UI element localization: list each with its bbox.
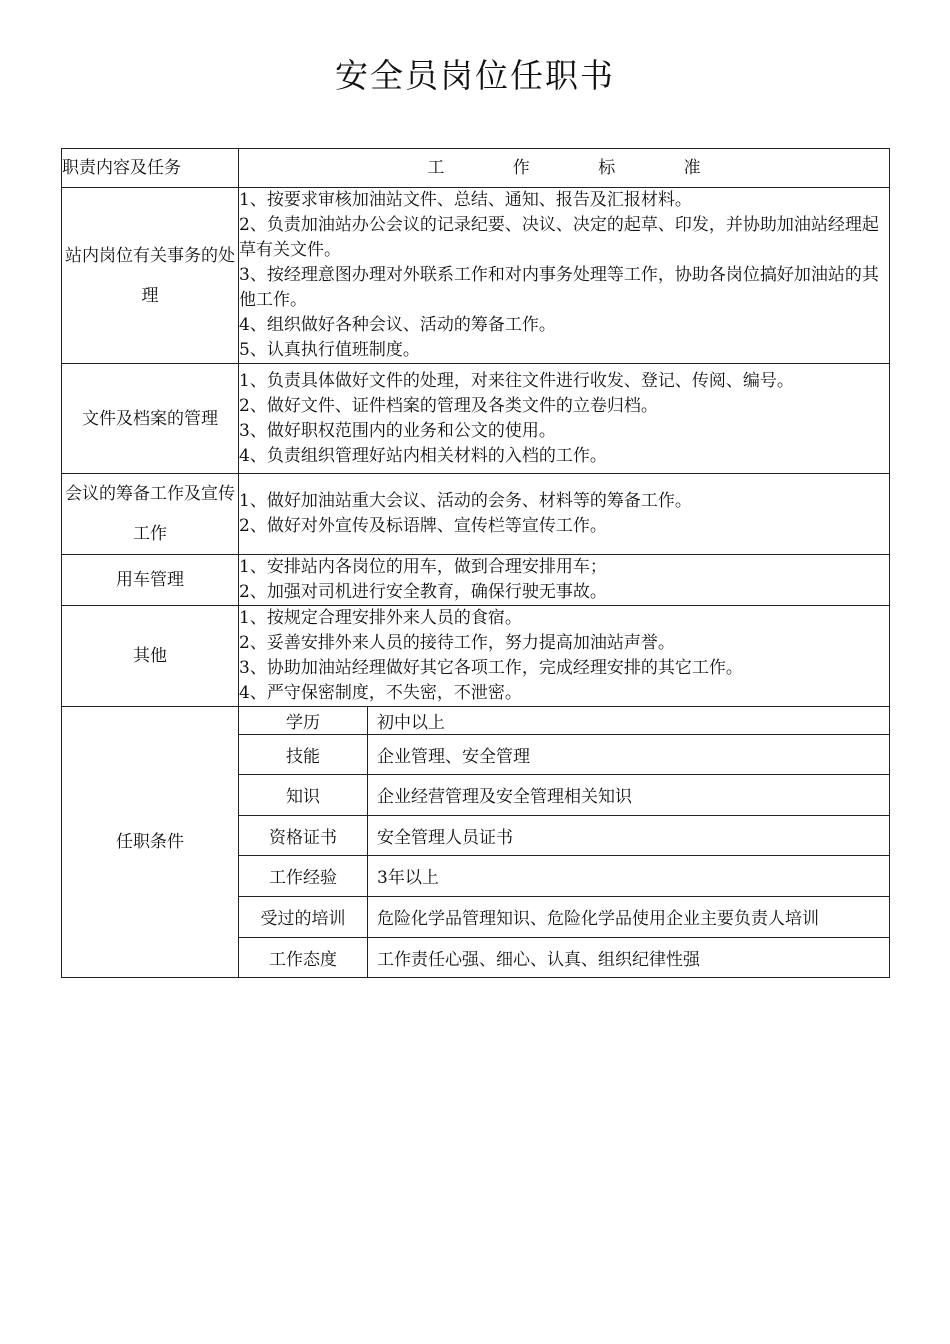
header-duty-label: 职责内容及任务 <box>62 149 239 188</box>
duty-row-meetings <box>62 474 890 555</box>
header-char: 作 <box>512 158 530 178</box>
duty-items <box>239 188 890 364</box>
duty-row-affairs <box>62 188 890 364</box>
requirement-row <box>239 896 889 937</box>
header-char: 准 <box>683 158 701 178</box>
duty-items <box>239 606 890 707</box>
duty-item: 2、做好对外宣传及标语牌、宣传栏等宣传工作。 <box>239 516 607 536</box>
requirement-value: 企业经营管理及安全管理相关知识 <box>368 774 890 815</box>
requirement-label: 资格证书 <box>239 815 368 855</box>
duty-row-documents <box>62 364 890 474</box>
duty-category: 会议的筹备工作及宣传工作 <box>62 474 239 555</box>
duty-item: 2、妥善安排外来人员的接待工作，努力提高加油站声誉。 <box>239 633 675 653</box>
requirement-value: 安全管理人员证书 <box>368 815 890 855</box>
requirement-value: 3年以上 <box>368 855 890 896</box>
requirement-row <box>239 774 889 815</box>
duty-item: 4、组织做好各种会议、活动的筹备工作。 <box>239 315 556 335</box>
duty-items <box>239 474 890 555</box>
header-char: 标 <box>598 158 616 178</box>
requirements-row <box>62 707 890 978</box>
duty-item: 2、加强对司机进行安全教育，确保行驶无事故。 <box>239 582 607 602</box>
requirements-table <box>239 707 889 977</box>
header-char: 工 <box>427 158 445 178</box>
duty-items <box>239 555 890 606</box>
duty-category: 用车管理 <box>62 555 239 606</box>
requirement-label: 知识 <box>239 774 368 815</box>
requirement-label: 工作态度 <box>239 937 368 977</box>
table-header-row <box>62 149 890 188</box>
header-standard-label <box>239 149 890 188</box>
requirement-label: 工作经验 <box>239 855 368 896</box>
duty-item: 1、按要求审核加油站文件、总结、通知、报告及汇报材料。 <box>239 190 692 210</box>
requirement-label: 技能 <box>239 734 368 774</box>
duty-item: 2、做好文件、证件档案的管理及各类文件的立卷归档。 <box>239 395 658 416</box>
requirements-category: 任职条件 <box>62 707 239 978</box>
duty-items <box>239 364 890 474</box>
duty-item: 1、做好加油站重大会议、活动的会务、材料等的筹备工作。 <box>239 491 692 511</box>
duty-category: 文件及档案的管理 <box>62 364 239 474</box>
duty-item: 3、协助加油站经理做好其它各项工作，完成经理安排的其它工作。 <box>239 658 743 678</box>
duty-item: 1、按规定合理安排外来人员的食宿。 <box>239 608 522 628</box>
duty-item: 1、负责具体做好文件的处理，对来往文件进行收发、登记、传阅、编号。 <box>239 370 794 391</box>
duty-item: 1、安排站内各岗位的用车，做到合理安排用车； <box>239 557 607 577</box>
duty-item: 3、按经理意图办理对外联系工作和对内事务处理等工作，协助各岗位搞好加油站的其他工作。 <box>239 265 879 310</box>
duty-item: 2、负责加油站办公会议的记录纪要、决议、决定的起草、印发，并协助加油站经理起草有关文件。 <box>239 215 879 260</box>
requirement-value: 初中以上 <box>368 707 890 734</box>
requirement-label: 学历 <box>239 707 368 734</box>
requirement-value: 企业管理、安全管理 <box>368 734 890 774</box>
requirement-value: 危险化学品管理知识、危险化学品使用企业主要负责人培训 <box>368 896 890 937</box>
page-title: 安全员岗位任职书 <box>335 56 615 95</box>
duty-row-vehicles <box>62 555 890 606</box>
requirements-cell <box>239 707 890 978</box>
requirement-label: 受过的培训 <box>239 896 368 937</box>
duty-category: 站内岗位有关事务的处理 <box>62 188 239 364</box>
duty-category: 其他 <box>62 606 239 707</box>
requirement-row <box>239 707 889 734</box>
duty-item: 3、做好职权范围内的业务和公文的使用。 <box>239 420 556 441</box>
requirement-row <box>239 815 889 855</box>
requirement-row <box>239 855 889 896</box>
duty-item: 4、严守保密制度，不失密，不泄密。 <box>239 683 522 703</box>
duty-row-other <box>62 606 890 707</box>
requirement-row <box>239 937 889 977</box>
duty-table <box>61 148 890 978</box>
requirement-value: 工作责任心强、细心、认真、组织纪律性强 <box>377 949 700 970</box>
duty-item: 4、负责组织管理好站内相关材料的入档的工作。 <box>239 445 607 466</box>
duty-item: 5、认真执行值班制度。 <box>239 340 420 360</box>
requirement-row <box>239 734 889 774</box>
